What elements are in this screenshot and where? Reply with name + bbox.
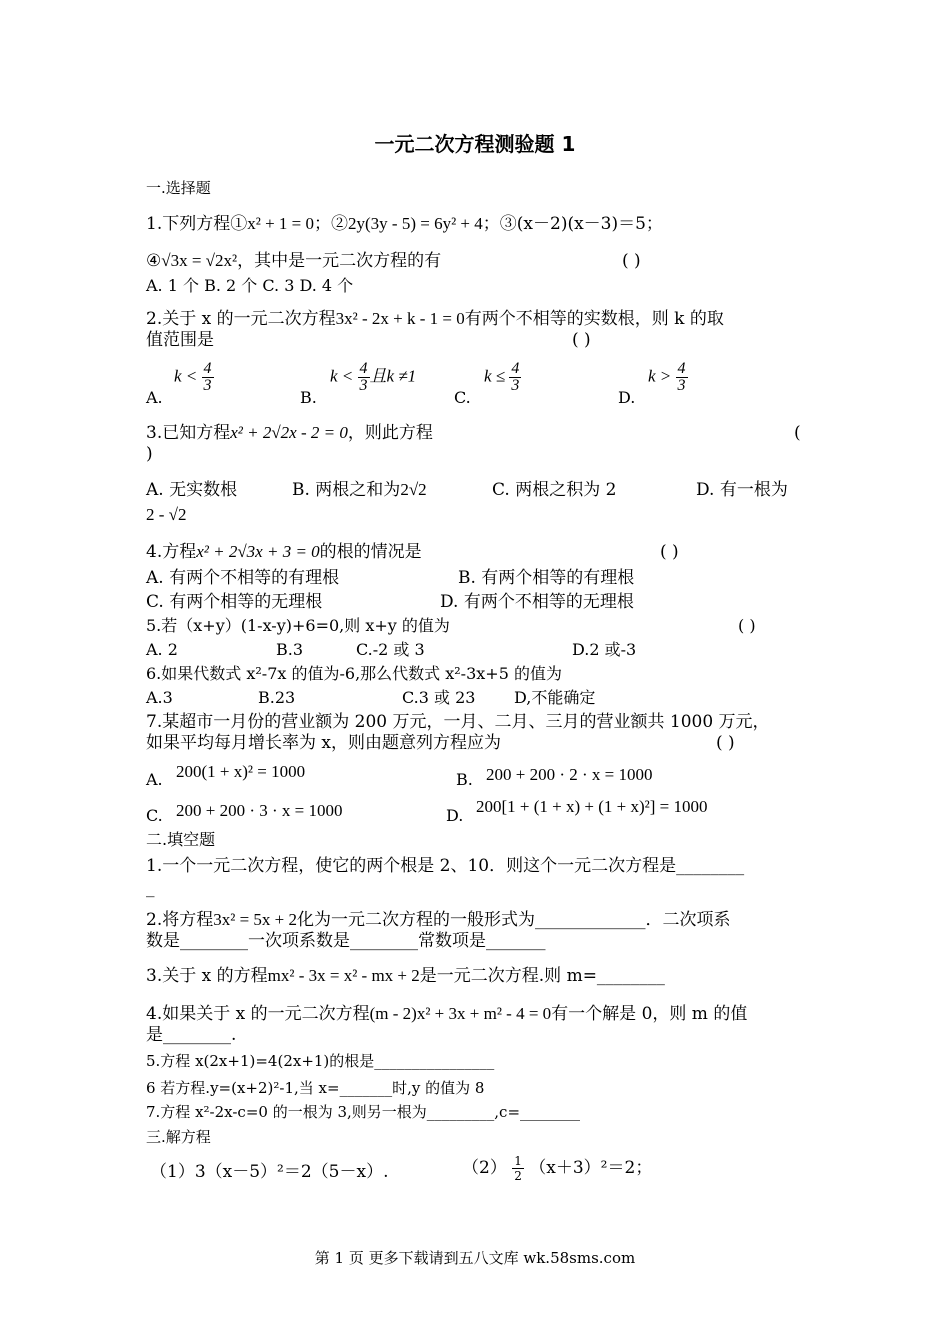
q1-separator-1: ；② [314, 214, 349, 234]
fill-4-line-1 [146, 1004, 747, 1024]
q3-option-d-value: 2 - √2 [146, 505, 187, 524]
q4-option-b: B. 有两个相等的有理根 [458, 568, 635, 588]
fill-3 [146, 966, 665, 986]
fill-2-prefix: 2.将方程 [146, 910, 214, 930]
q7-answer-paren: ( ) [716, 733, 735, 753]
q2-option-b-tail: 且k ≠1 [369, 366, 417, 386]
fill-6: 6 若方程.y=(x+2)²-1,当 x=_______时,y 的值为 8 [146, 1079, 485, 1097]
q4-suffix: 的根的情况是 [319, 542, 422, 562]
page-title: 一元二次方程测验题 1 [374, 132, 576, 156]
question-7-line-2: 如果平均每月增长率为 x，则由题意列方程应为 [146, 733, 501, 753]
q3-option-d: D. 有一根为 [696, 480, 788, 500]
page-footer: 第 1 页 更多下载请到五八文库 wk.58sms.com [314, 1249, 636, 1267]
q4-option-d: D. 有两个不相等的无理根 [440, 592, 634, 612]
q1-equation-2: 2y(3y - 5) = 6y² + 4 [348, 214, 483, 233]
fill-4-line-2: 是________. [146, 1025, 237, 1045]
fill-7: 7.方程 x²-2x-c=0 的一根为 3,则另一根为_________,c=________ [146, 1103, 581, 1121]
q3-option-c: C. 两根之积为 2 [492, 480, 617, 500]
q2-prefix: 2.关于 x 的一元二次方程 [146, 309, 336, 329]
q7-option-a-label: A. [146, 770, 163, 789]
q3-option-a: A. 无实数根 [146, 480, 238, 500]
q3-option-b [292, 480, 427, 500]
q4-option-a: A. 有两个不相等的有理根 [146, 568, 340, 588]
q1-equation-4: √3x = √2x² [161, 251, 238, 270]
question-6: 6.如果代数式 x²-7x 的值为-6,那么代数式 x²-3x+5 的值为 [146, 664, 562, 683]
q7-option-b-label: B. [456, 770, 473, 789]
solve-1: （1）3（x－5）²＝2（5－x）. [150, 1162, 389, 1182]
q7-option-b-equation: 200 + 200 · 2 · x = 1000 [486, 765, 653, 784]
q7-option-c-label: C. [146, 806, 163, 825]
question-1-line-1 [146, 214, 663, 234]
section-choice-heading: 一.选择题 [146, 179, 211, 197]
q2-option-d-label: D. [618, 388, 636, 407]
q1-answer-paren: ( ) [622, 251, 641, 271]
q1-prefix-4: ④ [146, 251, 162, 271]
q5-option-a: A. 2 [146, 640, 178, 659]
q4-equation: x² + 2√3x + 3 = 0 [196, 542, 320, 561]
fill-3-equation: mx² - 3x = x² - mx + 2 [267, 966, 420, 985]
q2-equation: 3x² - 2x + k - 1 = 0 [335, 309, 465, 328]
q5-option-c: C.-2 或 3 [356, 640, 425, 659]
section-fill-heading: 二.填空题 [146, 830, 216, 849]
q3-option-b-value: 2√2 [400, 480, 427, 499]
q2-option-b-fraction: $\frac{4}{3}$ [359, 360, 368, 394]
fill-2-line-2: 数是________一次项系数是________常数项是_______ [146, 931, 546, 951]
q2-option-d-fraction: $\frac{4}{3}$ [677, 360, 686, 394]
q6-option-d: D,不能确定 [514, 688, 596, 707]
solve-2-suffix: （x＋3）²＝2； [529, 1158, 653, 1178]
fill-1-continuation: _ [146, 878, 155, 898]
q5-answer-paren: ( ) [738, 616, 756, 635]
q2-option-d [648, 361, 688, 394]
q2-option-a-fraction: $\frac{4}{3}$ [203, 360, 212, 394]
q2-option-c-label: C. [454, 388, 471, 407]
q7-option-c-equation: 200 + 200 · 3 · x = 1000 [176, 801, 343, 820]
q2-option-b [330, 361, 416, 394]
fill-3-prefix: 3.关于 x 的方程 [146, 966, 268, 986]
q2-option-c-fraction: $\frac{4}{3}$ [511, 360, 520, 394]
q1-suffix: ，其中是一元二次方程的有 [237, 251, 442, 271]
q2-option-b-expr: k < [330, 366, 354, 386]
section-solve-heading: 三.解方程 [146, 1128, 211, 1146]
q3-paren-close: ) [146, 444, 153, 464]
q2-option-c-expr: k ≤ [484, 366, 506, 386]
q5-option-d: D.2 或-3 [572, 640, 637, 659]
q2-answer-paren: ( ) [572, 330, 591, 350]
q1-separator-2: ；③(x－2)(x－3)＝5； [482, 214, 663, 234]
q5-option-b: B.3 [276, 640, 304, 659]
q6-option-c: C.3 或 23 [402, 688, 476, 707]
fill-1: 1.一个一元二次方程，使它的两个根是 2、10．则这个一元二次方程是________ [146, 856, 745, 876]
q2-option-d-expr: k > [648, 366, 672, 386]
q3-paren-open: ( [794, 423, 801, 443]
q1-equation-1: x² + 1 = 0 [247, 214, 315, 233]
q3-option-b-text: B. 两根之和为 [292, 480, 401, 500]
q2-line-2: 值范围是 [146, 330, 214, 350]
fill-2-equation: 3x² = 5x + 2 [213, 910, 298, 929]
q7-option-d-equation: 200[1 + (1 + x) + (1 + x)²] = 1000 [476, 797, 708, 816]
fill-2-suffix: 化为一元二次方程的一般形式为_____________．二次项系 [297, 910, 731, 930]
fill-3-suffix: 是一元二次方程.则 m=________ [419, 966, 665, 986]
q3-equation: x² + 2√2x - 2 = 0 [230, 423, 348, 442]
q6-option-a: A.3 [146, 688, 173, 707]
q2-option-c [484, 361, 521, 394]
q7-option-a-equation: 200(1 + x)² = 1000 [176, 762, 306, 781]
q1-options: A. 1 个 B. 2 个 C. 3 D. 4 个 [146, 276, 354, 295]
fill-4-prefix: 4.如果关于 x 的一元二次方程 [146, 1004, 370, 1024]
fill-4-suffix: 有一个解是 0，则 m 的值 [551, 1004, 748, 1024]
question-2-line-1 [146, 309, 724, 329]
q3-suffix: ，则此方程 [347, 423, 433, 443]
q2-suffix: 有两个不相等的实数根，则 k 的取 [464, 309, 724, 329]
q2-option-b-label: B. [300, 388, 317, 407]
question-4-line-1 [146, 542, 422, 562]
question-3-line-1 [146, 423, 433, 443]
q7-option-d-label: D. [446, 806, 464, 825]
fill-2-line-1 [146, 910, 731, 930]
q4-prefix: 4.方程 [146, 542, 197, 562]
solve-2-fraction: $\frac{1}{2}$ [514, 1154, 522, 1183]
q4-option-c: C. 有两个相等的无理根 [146, 592, 323, 612]
fill-5: 5.方程 x(2x+1)=4(2x+1)的根是________________ [146, 1052, 495, 1070]
fill-4-equation: (m - 2)x² + 3x + m² - 4 = 0 [369, 1004, 552, 1023]
question-7-line-1: 7.某超市一月份的营业额为 200 万元，一月、二月、三月的营业额共 1000 万元， [146, 712, 770, 732]
q4-answer-paren: ( ) [660, 542, 679, 562]
q2-option-a-expr: k < [174, 366, 198, 386]
question-5: 5.若（x+y）(1-x-y)+6=0,则 x+y 的值为 [146, 616, 450, 635]
q6-option-b: B.23 [258, 688, 296, 707]
q1-prefix: 1.下列方程① [146, 214, 248, 234]
question-1-line-2 [146, 251, 441, 271]
solve-2-prefix: （2） [462, 1158, 507, 1178]
q3-prefix: 3.已知方程 [146, 423, 231, 443]
solve-2 [462, 1154, 652, 1183]
q2-option-a-label: A. [146, 388, 163, 407]
q2-option-a [174, 361, 214, 394]
